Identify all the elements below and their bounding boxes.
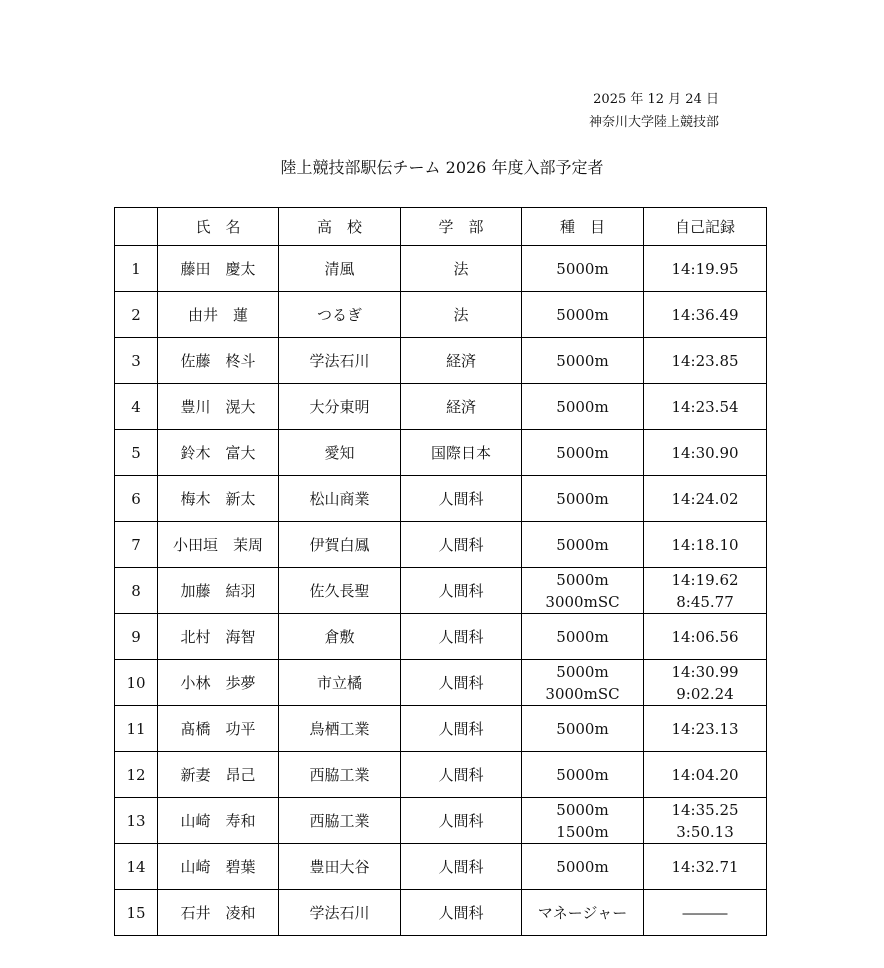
record-line: 14:23.13 xyxy=(671,719,739,738)
event-line: 5000m xyxy=(556,535,609,554)
high-school-cell: 愛知 xyxy=(279,430,401,476)
row-number-cell: 15 xyxy=(115,890,158,936)
student-name-cell: 北村 海智 xyxy=(158,614,279,660)
table-row xyxy=(115,338,767,384)
row-number-cell: 13 xyxy=(115,798,158,844)
record-line: 8:45.77 xyxy=(676,592,734,611)
high-school-cell: 松山商業 xyxy=(279,476,401,522)
faculty-cell: 人間科 xyxy=(401,614,522,660)
event-cell xyxy=(522,568,644,614)
faculty-cell: 人間科 xyxy=(401,522,522,568)
faculty-cell: 人間科 xyxy=(401,568,522,614)
faculty-cell: 人間科 xyxy=(401,844,522,890)
event-line: 5000m xyxy=(556,800,609,819)
document-date: 2025 年 12 月 24 日 xyxy=(593,92,719,107)
row-number-cell: 7 xyxy=(115,522,158,568)
table-row xyxy=(115,844,767,890)
event-cell xyxy=(522,338,644,384)
record-line: 14:30.99 xyxy=(671,662,739,681)
table-row xyxy=(115,292,767,338)
high-school-cell: 市立橘 xyxy=(279,660,401,706)
event-cell xyxy=(522,706,644,752)
event-cell xyxy=(522,292,644,338)
header-record: 自己記録 xyxy=(644,208,767,246)
event-line: 3000mSC xyxy=(545,684,620,703)
event-line: 5000m xyxy=(556,662,609,681)
faculty-cell: 経済 xyxy=(401,384,522,430)
record-line: 14:23.85 xyxy=(671,351,739,370)
student-name-cell: 石井 凌和 xyxy=(158,890,279,936)
high-school-cell: 鳥栖工業 xyxy=(279,706,401,752)
record-line: ――― xyxy=(682,903,728,922)
student-name-cell: 山崎 寿和 xyxy=(158,798,279,844)
event-line: 5000m xyxy=(556,443,609,462)
event-line: 3000mSC xyxy=(545,592,620,611)
student-name-cell: 加藤 結羽 xyxy=(158,568,279,614)
row-number-cell: 9 xyxy=(115,614,158,660)
event-line: 5000m xyxy=(556,305,609,324)
student-name-cell: 佐藤 柊斗 xyxy=(158,338,279,384)
table-row xyxy=(115,568,767,614)
row-number-cell: 10 xyxy=(115,660,158,706)
high-school-cell: 学法石川 xyxy=(279,890,401,936)
header-faculty: 学 部 xyxy=(401,208,522,246)
event-cell xyxy=(522,522,644,568)
faculty-cell: 人間科 xyxy=(401,706,522,752)
row-number-cell: 14 xyxy=(115,844,158,890)
document-title: 陸上競技部駅伝チーム 2026 年度入部予定者 xyxy=(280,158,604,177)
table-row xyxy=(115,476,767,522)
record-cell xyxy=(644,614,767,660)
record-line: 14:32.71 xyxy=(671,857,739,876)
record-cell xyxy=(644,384,767,430)
row-number-cell: 4 xyxy=(115,384,158,430)
event-cell xyxy=(522,752,644,798)
event-cell xyxy=(522,430,644,476)
row-number-cell: 11 xyxy=(115,706,158,752)
record-cell xyxy=(644,844,767,890)
roster-table xyxy=(114,207,767,936)
row-number-cell: 2 xyxy=(115,292,158,338)
faculty-cell: 人間科 xyxy=(401,890,522,936)
student-name-cell: 梅木 新太 xyxy=(158,476,279,522)
student-name-cell: 鈴木 富大 xyxy=(158,430,279,476)
table-row xyxy=(115,798,767,844)
event-cell xyxy=(522,246,644,292)
event-line: 5000m xyxy=(556,397,609,416)
record-cell xyxy=(644,292,767,338)
header-number xyxy=(115,208,158,246)
header-name: 氏 名 xyxy=(158,208,279,246)
table-row xyxy=(115,430,767,476)
record-line: 14:19.95 xyxy=(671,259,739,278)
student-name-cell: 小林 歩夢 xyxy=(158,660,279,706)
event-line: 5000m xyxy=(556,351,609,370)
record-line: 14:24.02 xyxy=(671,489,739,508)
high-school-cell: 学法石川 xyxy=(279,338,401,384)
record-cell xyxy=(644,568,767,614)
record-cell xyxy=(644,706,767,752)
record-line: 14:06.56 xyxy=(671,627,739,646)
event-line: 5000m xyxy=(556,489,609,508)
table-body xyxy=(115,246,767,936)
header-school: 高 校 xyxy=(279,208,401,246)
record-cell xyxy=(644,430,767,476)
event-line: 5000m xyxy=(556,627,609,646)
table-header-row xyxy=(115,208,767,246)
row-number-cell: 5 xyxy=(115,430,158,476)
student-name-cell: 藤田 慶太 xyxy=(158,246,279,292)
table-row xyxy=(115,752,767,798)
record-cell xyxy=(644,752,767,798)
record-line: 14:19.62 xyxy=(671,570,739,589)
event-cell xyxy=(522,476,644,522)
faculty-cell: 人間科 xyxy=(401,476,522,522)
table-row xyxy=(115,706,767,752)
row-number-cell: 3 xyxy=(115,338,158,384)
event-cell xyxy=(522,660,644,706)
header-event: 種 目 xyxy=(522,208,644,246)
record-cell xyxy=(644,660,767,706)
record-line: 3:50.13 xyxy=(676,822,734,841)
high-school-cell: 西脇工業 xyxy=(279,752,401,798)
organization-name: 神奈川大学陸上競技部 xyxy=(588,115,719,130)
record-cell xyxy=(644,338,767,384)
record-line: 14:18.10 xyxy=(671,535,739,554)
table-row xyxy=(115,890,767,936)
event-line: 5000m xyxy=(556,570,609,589)
student-name-cell: 髙橋 功平 xyxy=(158,706,279,752)
high-school-cell: 豊田大谷 xyxy=(279,844,401,890)
record-cell xyxy=(644,522,767,568)
student-name-cell: 新妻 昂己 xyxy=(158,752,279,798)
high-school-cell: 清風 xyxy=(279,246,401,292)
student-name-cell: 豊川 滉大 xyxy=(158,384,279,430)
row-number-cell: 6 xyxy=(115,476,158,522)
record-line: 14:04.20 xyxy=(671,765,739,784)
record-cell xyxy=(644,798,767,844)
high-school-cell: 西脇工業 xyxy=(279,798,401,844)
high-school-cell: 大分東明 xyxy=(279,384,401,430)
record-line: 14:30.90 xyxy=(671,443,739,462)
faculty-cell: 人間科 xyxy=(401,660,522,706)
student-name-cell: 山崎 碧葉 xyxy=(158,844,279,890)
student-name-cell: 小田垣 茉周 xyxy=(158,522,279,568)
faculty-cell: 法 xyxy=(401,292,522,338)
faculty-cell: 人間科 xyxy=(401,798,522,844)
event-cell xyxy=(522,798,644,844)
event-line: 5000m xyxy=(556,765,609,784)
table-row xyxy=(115,384,767,430)
event-cell xyxy=(522,844,644,890)
event-line: 5000m xyxy=(556,857,609,876)
table-row xyxy=(115,522,767,568)
record-line: 14:35.25 xyxy=(671,800,739,819)
event-cell xyxy=(522,384,644,430)
faculty-cell: 法 xyxy=(401,246,522,292)
event-cell xyxy=(522,614,644,660)
event-line: マネージャー xyxy=(537,903,628,922)
row-number-cell: 1 xyxy=(115,246,158,292)
high-school-cell: 佐久長聖 xyxy=(279,568,401,614)
record-line: 14:23.54 xyxy=(671,397,739,416)
record-line: 9:02.24 xyxy=(676,684,734,703)
table-row xyxy=(115,246,767,292)
table-row xyxy=(115,660,767,706)
table-row xyxy=(115,614,767,660)
record-cell xyxy=(644,246,767,292)
event-line: 5000m xyxy=(556,719,609,738)
record-line: 14:36.49 xyxy=(671,305,739,324)
high-school-cell: 伊賀白鳳 xyxy=(279,522,401,568)
faculty-cell: 人間科 xyxy=(401,752,522,798)
event-line: 1500m xyxy=(556,822,609,841)
row-number-cell: 8 xyxy=(115,568,158,614)
record-cell xyxy=(644,476,767,522)
event-line: 5000m xyxy=(556,259,609,278)
event-cell xyxy=(522,890,644,936)
high-school-cell: つるぎ xyxy=(279,292,401,338)
faculty-cell: 経済 xyxy=(401,338,522,384)
student-name-cell: 由井 蓮 xyxy=(158,292,279,338)
record-cell xyxy=(644,890,767,936)
faculty-cell: 国際日本 xyxy=(401,430,522,476)
high-school-cell: 倉敷 xyxy=(279,614,401,660)
row-number-cell: 12 xyxy=(115,752,158,798)
